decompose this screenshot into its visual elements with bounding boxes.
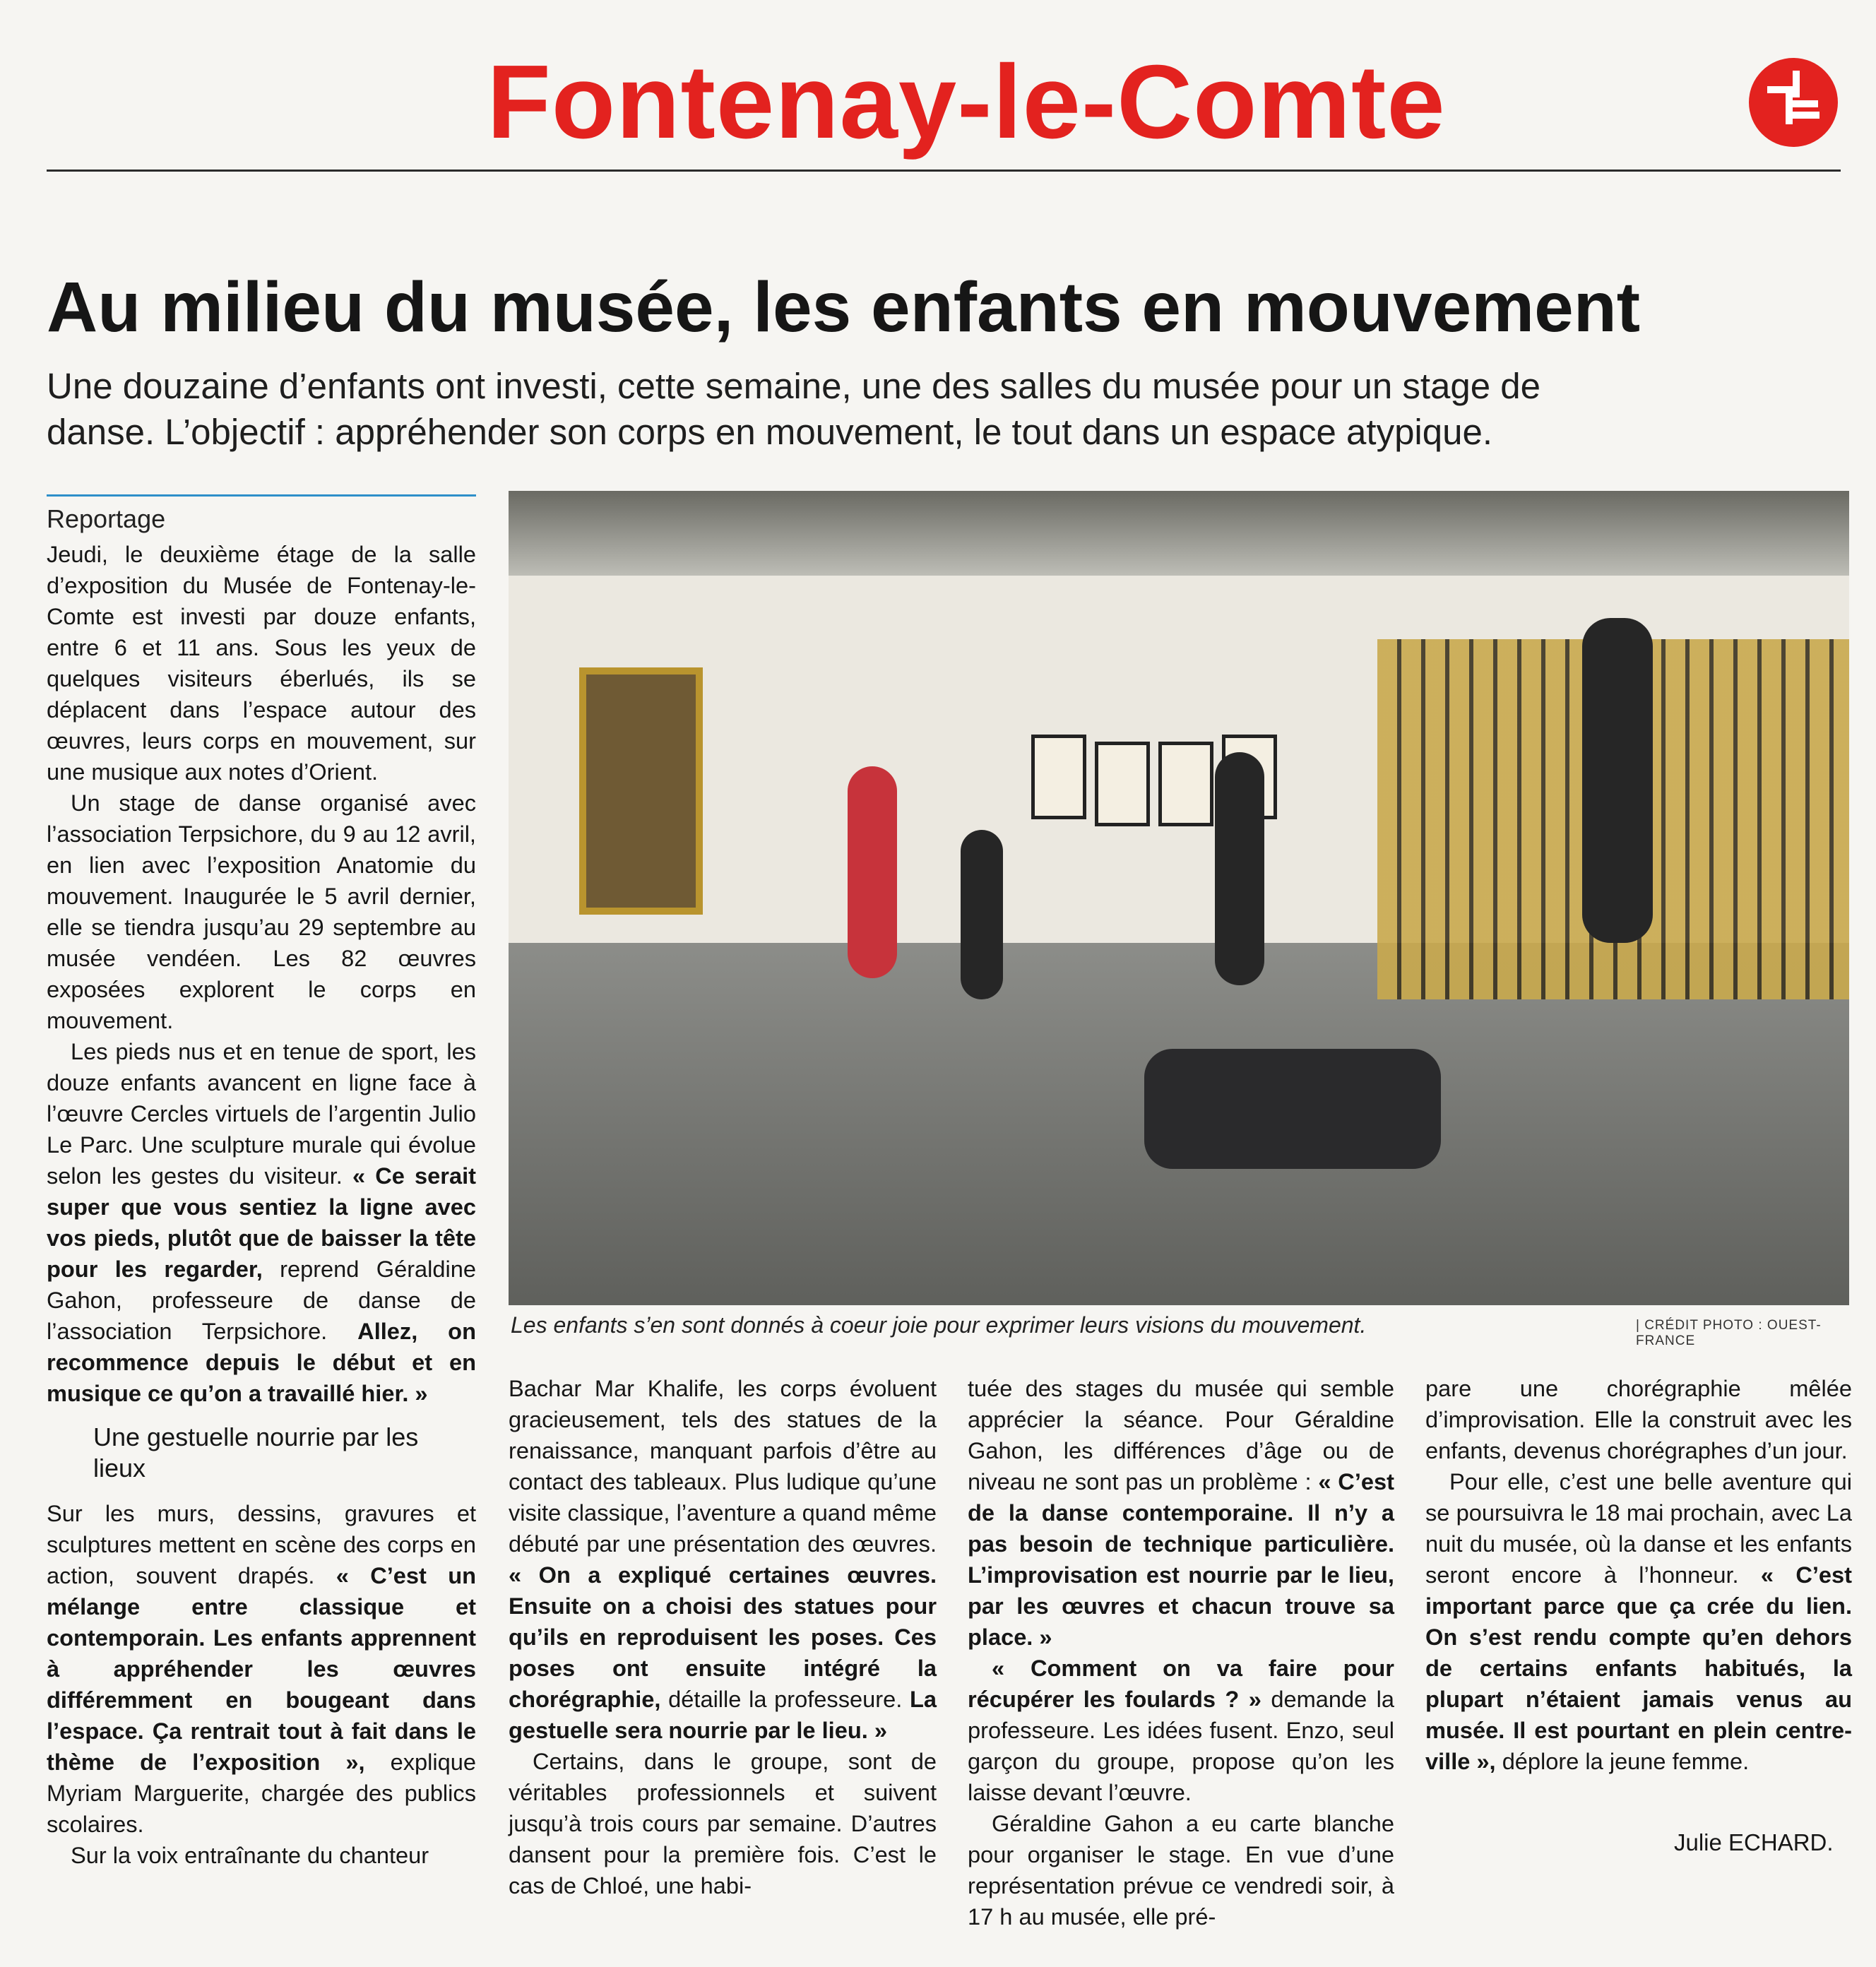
- photo-painting: [579, 667, 703, 915]
- photo-credit: | CRÉDIT PHOTO : OUEST-FRANCE: [1636, 1318, 1822, 1348]
- text-run: demande la professeure. Les idées fusent. Enzo, seul garçon du groupe, propose qu’on les laisse devant l’œuvre.: [968, 1686, 1394, 1805]
- text-run: détaille la professeure.: [668, 1686, 903, 1712]
- rubric-rule: [47, 494, 476, 497]
- text-run: déplore la jeune femme.: [1502, 1748, 1750, 1774]
- article-column-1: [47, 539, 476, 1871]
- text-run: Bachar Mar Khalife, les corps évoluent gracieusement, tels des statues de la renaissance, manquant parfois d’être au contact des tableaux. Plus ludique qu’une visite classique, l’aventure a quand même débuté par une présentation des œuvres.: [509, 1375, 937, 1557]
- text-run: reprend Géraldine Gahon, professeure de danse de l’association Terpsichore.: [47, 1256, 476, 1344]
- masthead-title: Fontenay-le-Comte: [487, 44, 1446, 160]
- paragraph: Sur la voix entraînante du chanteur: [71, 1842, 429, 1868]
- article-headline: Au milieu du musée, les enfants en mouvement: [47, 268, 1641, 347]
- paragraph: [47, 1498, 476, 1840]
- paragraph: Un stage de danse organisé avec l’association Terpsichore, du 9 au 12 avril, en lien avec l’exposition Anatomie du mouvement. Inaugurée le 5 avril dernier, elle se tiendra jusqu’au 29 septembre au musée vendéen. Les 82 œuvres exposées explorent le corps en mouvement.: [47, 790, 476, 1033]
- quote: Allez, on recommence depuis le début et en musique ce qu’on a travaillé hier. »: [47, 1318, 476, 1406]
- photo-caption: Les enfants s’en sont donnés à coeur joie pour exprimer leurs visions du mouvement.: [511, 1312, 1367, 1338]
- text-run: Pour elle, c’est une belle aventure qui se poursuivra le 18 mai prochain, avec La nuit du musée, où la danse et les enfants seront encore à l’honneur.: [1425, 1468, 1852, 1588]
- article-photo: [509, 491, 1849, 1305]
- quote: « Ce serait super que vous sentiez la ligne avec vos pieds, plutôt que de baisser la tête pour les regarder,: [47, 1163, 476, 1282]
- masthead: [0, 42, 1876, 162]
- photo-dancer: [1582, 618, 1653, 943]
- rubric-label: Reportage: [47, 504, 166, 533]
- quote: « C’est important parce que ça crée du lien. On s’est rendu compte qu’en dehors de certains enfants habitués, la plupart n’étaient jamais venus au musée. Il est pourtant en plein centre-ville »,: [1425, 1562, 1852, 1774]
- paragraph: Certains, dans le groupe, sont de véritables professionnels et suivent jusqu’à trois cours par semaine. D’autres dansent pour la première fois. C’est le cas de Chloé, une habi-: [509, 1748, 937, 1898]
- masthead-rule: [47, 170, 1841, 172]
- article-lead: Une douzaine d’enfants ont investi, cette semaine, une des salles du musée pour un stage de danse. L’objectif : appréhender son corps en mouvement, le tout dans un espace atypique.: [47, 366, 1541, 452]
- text-run: explique Myriam Marguerite, chargée des publics scolaires.: [47, 1749, 476, 1837]
- photo-dancer: [1215, 752, 1264, 985]
- quote: « Comment on va faire pour récupérer les foulards ? »: [968, 1655, 1394, 1712]
- photo-dancer: [848, 766, 897, 978]
- paragraph: [1425, 1466, 1852, 1777]
- author-signature: Julie ECHARD.: [1674, 1829, 1834, 1855]
- paragraph: [968, 1653, 1394, 1808]
- quote: « C’est de la danse contemporaine. Il n’y a pas besoin de technique particulière. L’improvisation est nourrie par le lieu, par les œuvres et chacun trouve sa place. »: [968, 1468, 1394, 1650]
- photo-dancer: [1144, 1049, 1441, 1169]
- quote: « On a expliqué certaines œuvres. Ensuite on a choisi des statues pour qu’ils en reproduisent les poses. Ces poses ont ensuite intégré la chorégraphie,: [509, 1562, 937, 1712]
- photo-dancer: [961, 830, 1003, 999]
- text-run: Les pieds nus et en tenue de sport, les douze enfants avancent en ligne face à l’œuvre Cercles virtuels de l’argentin Julio Le Parc. Une sculpture murale qui évolue selon les gestes du visiteur.: [47, 1038, 476, 1189]
- paragraph: Jeudi, le deuxième étage de la salle d’exposition du Musée de Fontenay-le-Comte est investi par douze enfants, entre 6 et 11 ans. Sous les yeux de quelques visiteurs éberlués, ils se déplacent dans l’espace autour des œuvres, leurs corps en mouvement, sur une musique aux notes d’Orient.: [47, 541, 476, 785]
- paragraph: Géraldine Gahon a eu carte blanche pour organiser le stage. En vue d’une représentation prévue ce vendredi soir, à 17 h au musée, elle pré-: [968, 1810, 1394, 1930]
- photo-ceiling: [509, 491, 1849, 576]
- paragraph: [968, 1373, 1394, 1653]
- paragraph: [47, 1036, 476, 1409]
- article-subhead: Une gestuelle nourrie par les lieux: [93, 1422, 419, 1482]
- quote: « C’est un mélange entre classique et contemporain. Les enfants apprennent à appréhender les œuvres différemment en bougeant dans l’espace. Ça rentrait tout à fait dans le thème de l’exposition »,: [47, 1562, 477, 1775]
- paragraph: pare une chorégraphie mêlée d’improvisation. Elle la construit avec les enfants, devenus chorégraphes d’un jour.: [1425, 1375, 1852, 1463]
- article-column-2: [509, 1373, 937, 1901]
- article-column-4: [1425, 1373, 1852, 1777]
- paragraph: [509, 1373, 937, 1746]
- text-run: tuée des stages du musée qui semble apprécier la séance. Pour Géraldine Gahon, les différences d’âge ou de niveau ne sont pas un problème :: [968, 1375, 1394, 1494]
- quote: La gestuelle sera nourrie par le lieu. »: [509, 1686, 937, 1743]
- article-column-3: [968, 1373, 1394, 1932]
- text-run: Sur les murs, dessins, gravures et sculptures mettent en scène des corps en action, souvent drapés.: [47, 1500, 476, 1588]
- ouest-france-logo-icon: [1749, 58, 1838, 147]
